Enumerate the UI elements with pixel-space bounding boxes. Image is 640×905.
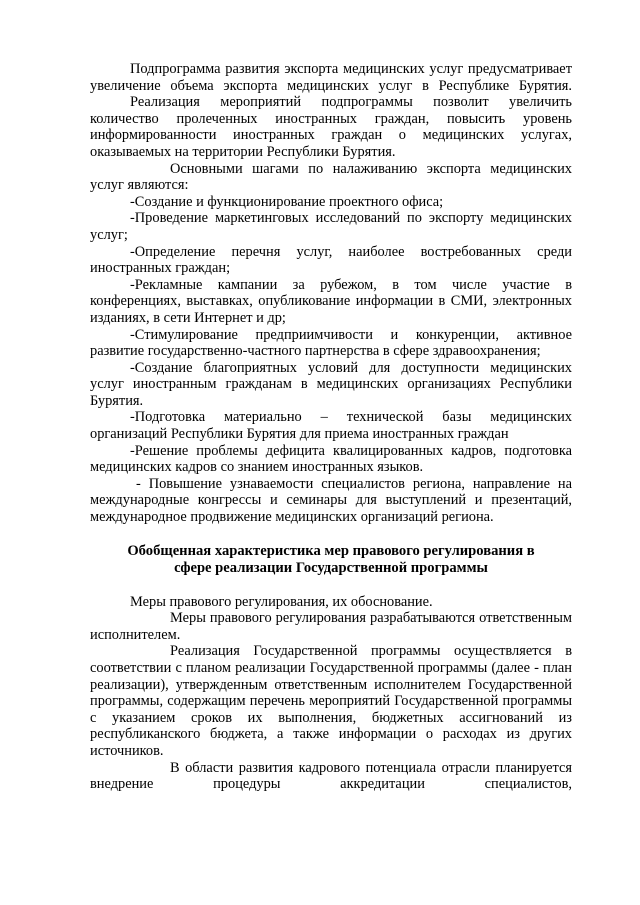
paragraph-measures-developed: Меры правового регулирования разрабатываются ответственным исполнителем.: [90, 610, 572, 643]
list-item-project-office: -Создание и функционирование проектного офиса;: [130, 193, 444, 210]
list-item-specialists-recognition: - Повышение узнаваемости специалистов региона, направление на международные конгрессы и семинары для выступлений и презентаций, международное продвижение медицинских организаций региона.: [90, 475, 572, 526]
list-item-staff-shortage: -Решение проблемы дефицита квалицированных кадров, подготовка медицинских кадров со знанием иностранных языков.: [90, 442, 572, 476]
paragraph-implementation-plan: Реализация Государственной программы осуществляется в соответствии с планом реализации Государственной программы (далее - план реализации), утвержденным ответственным исполнителем Государственной программы, содержащим перечень мероприятий Государственной программы с указанием сроков их выполнения, бюджетных ассигнований из республиканского бюджета, а также информации о расходах из других источников.: [90, 643, 572, 759]
paragraph-legal-measures: Меры правового регулирования, их обоснование.: [130, 593, 433, 610]
section-heading-line-1: Обобщенная характеристика мер правового регулирования в: [127, 542, 535, 559]
list-item-material-base: -Подготовка материально – технической базы медицинских организаций Республики Бурятия для приема иностранных граждан: [90, 409, 572, 443]
document-body: [90, 61, 572, 793]
list-item-advertising: -Рекламные кампании за рубежом, в том числе участие в конференциях, выставках, опубликование информации в СМИ, электронных изданиях, в сети Интернет и др;: [90, 276, 572, 326]
spacer: [90, 577, 572, 594]
spacer: [90, 526, 572, 543]
list-item-entrepreneurship: -Стимулирование предприимчивости и конкуренции, активное развитие государственно-частного партнерства в сфере здравоохранения;: [90, 326, 572, 360]
paragraph-implementation-effects: Реализация мероприятий подпрограммы позволит увеличить количество пролеченных иностранных граждан, повысить уровень информированности иностранных граждан о медицинских услугах, оказываемых на территории Республики Бурятия.: [90, 94, 572, 160]
list-item-services-list: -Определение перечня услуг, наиболее востребованных среди иностранных граждан;: [90, 243, 572, 277]
list-item-favorable-conditions: -Создание благоприятных условий для доступности медицинских услуг иностранным гражданам в медицинских организациях Республики Бурятия.: [90, 359, 572, 409]
section-heading-line-2: сфере реализации Государственной программы: [174, 559, 488, 576]
paragraph-main-steps: Основными шагами по налаживанию экспорта медицинских услуг являются:: [90, 160, 572, 194]
list-item-marketing-research: -Проведение маркетинговых исследований по экспорту медицинских услуг;: [90, 210, 572, 243]
paragraph-subprogram-intro: Подпрограмма развития экспорта медицинских услуг предусматривает увеличение объема экспорта медицинских услуг в Республике Бурятия.: [90, 61, 572, 94]
paragraph-staff-potential: В области развития кадрового потенциала отрасли планируется внедрение процедуры аккредитации специалистов,: [90, 759, 572, 793]
